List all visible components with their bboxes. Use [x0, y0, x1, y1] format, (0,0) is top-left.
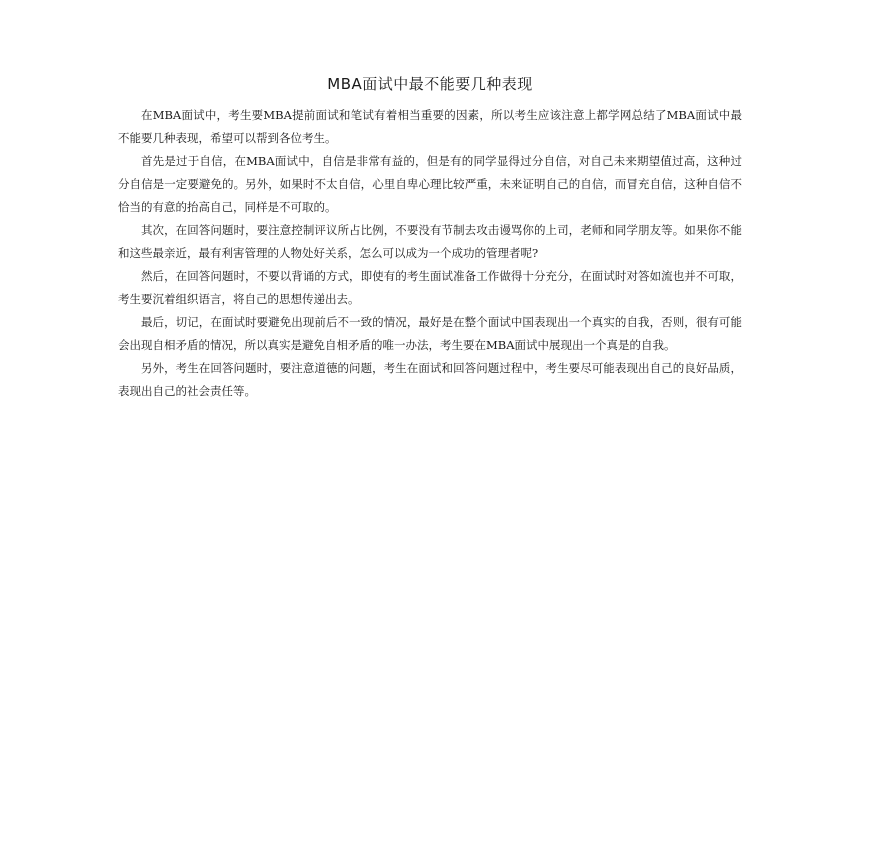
- document-title: MBA面试中最不能要几种表现: [327, 75, 533, 93]
- paragraph-criticism: 其次，在回答问题时，要注意控制评议所占比例，不要没有节制去攻击谩骂你的上司，老师和同学朋友等。如果你不能和这些最亲近，最有利害管理的人物处好关系，怎么可以成为一个成功的管理者呢?: [118, 223, 742, 260]
- paragraph-recitation: 然后，在回答问题时，不要以背诵的方式，即使有的考生面试准备工作做得十分充分，在面试时对答如流也并不可取，考生要沉着组织语言，将自己的思想传递出去。: [118, 269, 742, 306]
- paragraph-consistency: 最后，切记，在面试时要避免出现前后不一致的情况，最好是在整个面试中国表现出一个真实的自我，否则，很有可能会出现自相矛盾的情况，所以真实是避免自相矛盾的唯一办法，考生要在MBA面试中展现出一个真是的自我。: [118, 315, 742, 352]
- document-page: [118, 74, 742, 403]
- paragraph-ethics: 另外，考生在回答问题时，要注意道德的问题，考生在面试和回答问题过程中，考生要尽可能表现出自己的良好品质，表现出自己的社会责任等。: [118, 361, 742, 398]
- paragraph-intro: 在MBA面试中，考生要MBA提前面试和笔试有着相当重要的因素，所以考生应该注意上都学网总结了MBA面试中最不能要几种表现，希望可以帮到各位考生。: [118, 108, 742, 145]
- paragraph-overconfidence: 首先是过于自信，在MBA面试中，自信是非常有益的，但是有的同学显得过分自信，对自己未来期望值过高，这种过分自信是一定要避免的。另外，如果时不太自信，心里自卑心理比较严重，未来证明自己的自信，而冒充自信，这种自信不恰当的有意的抬高自己，同样是不可取的。: [118, 154, 742, 214]
